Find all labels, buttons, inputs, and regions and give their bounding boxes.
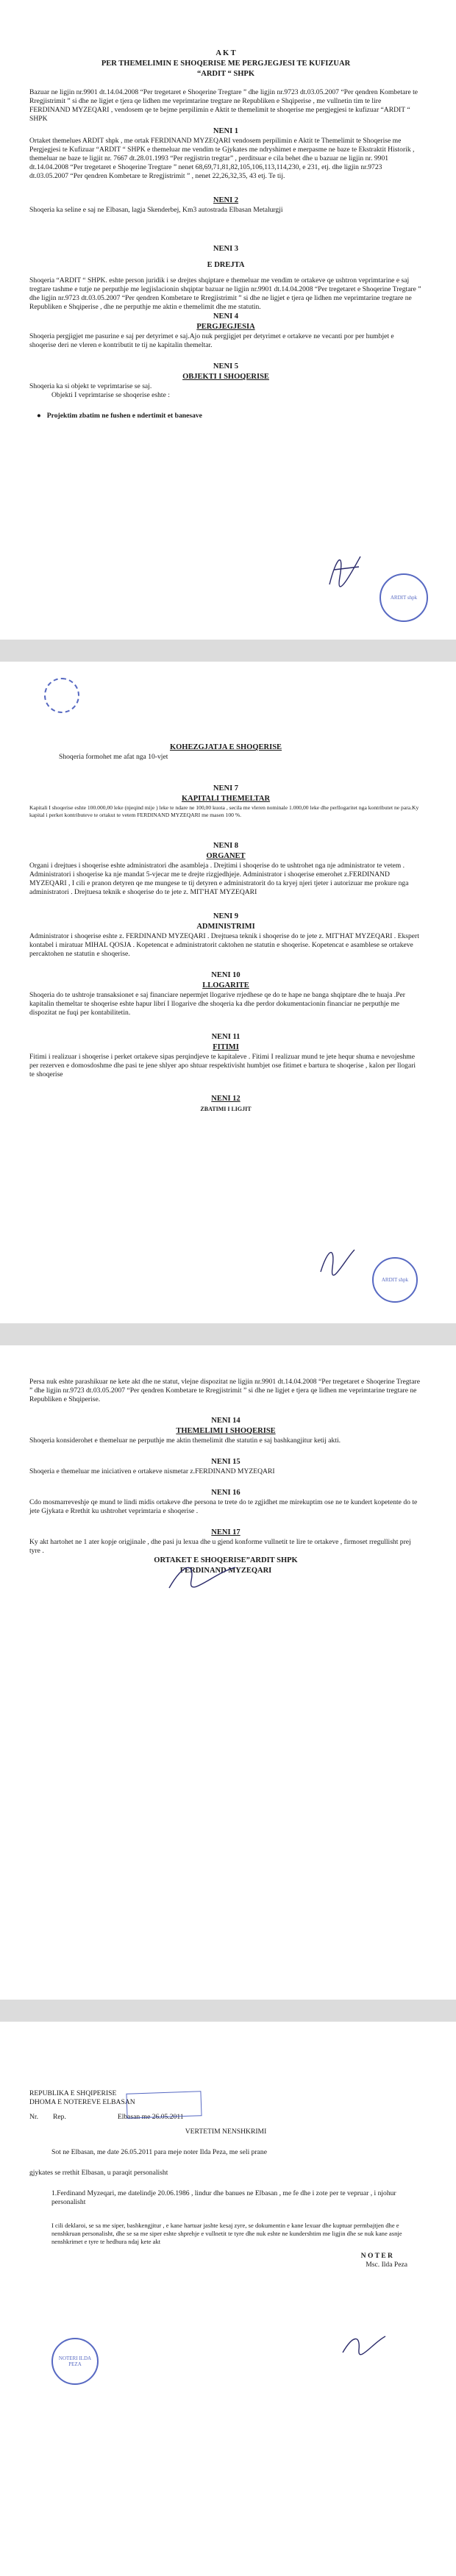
registry-numbers (29, 2113, 422, 2122)
article-16-text: Cdo mosmarreveshje qe mund te lindi midis ortakeve dhe persona te trete do te zgjidhet me mirekuptim ose ne te kundert kopetente do te jete Gjykata e Rrethit ku ushtrohet veprimtaria e shoqerise . (29, 1498, 418, 1515)
article-10-text: Shoqeria do te ushtroje transaksionet e saj financiare nepermjet llogarive rrjedhese qe do te hape ne banga shqiptare dhe te huaja .Per kapitalin themeltar te shoqerise eshte hapur librí I llogarive dhe shoqeria ka dhe perdor dokumentacionin financiar ne perputhje me dispozitat ne fuqi per kontabilitetin. (29, 991, 405, 1017)
document-date: Elbasan me 26.05.2011 (117, 2113, 184, 2121)
notary-intro-text: Sot ne Elbasan, me date 26.05.2011 para meje noter Ilda Peza, me seli prane (51, 2148, 267, 2156)
article-12-title: ZBATIMI I LIGJIT (200, 1106, 252, 1112)
article-12-heading: NENI 12 (211, 1095, 241, 1103)
article-17-text: Ky akt hartohet ne 1 ater kopje origjinale , dhe pasi ju lexua dhe u gjend konforme vullnetit te lire te ortakeve , firmoset rregullisht prej tyre . (29, 1538, 411, 1555)
company-stamp-text: ARDIT shpk (390, 595, 418, 601)
court-text: gjykates se rrethit Elbasan, u paraqit personalisht (29, 2169, 168, 2177)
partners-signature-label: ORTAKET E SHOQERISE”ARDIT SHPK (154, 1556, 298, 1564)
notary-office: DHOMA E NOTEREVE ELBASAN (29, 2098, 135, 2106)
act-subtitle: PER THEMELIMIN E SHOQERISE ME PERGJEGJESI TE KUFIZUAR (101, 60, 351, 68)
bullet-icon: ● (37, 412, 41, 420)
article-8-text: Organi i drejtues i shoqerise eshte administratori dhe asambleja . Drejtimi i shoqerise do te ushtrohet nga nje administrator te vetem . Administratori i shoqerise ka nje mandat 5-vjecar me te drejte rizgjedhjeje. Administrator i shoqerise emerohet z.FERDINAND MYZEQARI , I cili e pranon detyren qe me mungese te tij detyren e administratorit do ta kryej njeri tjeter i autorizuar me prokure nga administratori . Drejtuesa teknik e shoqerise do te jete z. MIT'HAT MYZEQARI (29, 862, 409, 896)
notary-name: Msc. Ilda Peza (366, 2261, 407, 2269)
notary-stamp-text: NOTERI ILDA PEZA (58, 2355, 92, 2367)
handwritten-signature (316, 1242, 360, 1279)
article-9-heading: NENI 9 (213, 912, 239, 920)
company-stamp (372, 1257, 418, 1303)
declaration-text: I cili deklaroi, se sa me siper, bashkengjitur , e kane hartuar jashte kesaj zyre, se dokumentin e kane lexuar dhe kuptuar permbajtjen dhe e nenshkruan personalisht, dhe se sa me siper eshte shprehje e vullnetit te tyre dhe nuk eshte ne kundershtim me ligjin dhe se nuk kane asnje nenshkrimet e tyre te hedhura ndaj kete akt (51, 2222, 402, 2245)
repertory-label: Rep. (53, 2113, 66, 2121)
article-3-text: Shoqeria “ARDIT “ SHPK. eshte person juridik i se drejtes shqiptare e themeluar me vendim te ortakeve qe ushtron veprimtarine e saj tregtare tashme e tutje ne perputhje me legjislacionin shqiptar bazuar ne ligjin nr.9901 dt.14.04.2008 “Per tregetaret e Shoqerine Tregtare ” dhe ligjin nr.9723 dt.03.05.2007 “Per qendren Kombetare te Rregjistrimit ” si dhe ne ligjet e tjera qe lidhen me veprimtarine tregtare ne Republiken e Shqiperise , dhe ne perputhje me aktin e themelimit dhe me statutin. (29, 276, 421, 311)
article-7-heading: NENI 7 (213, 784, 239, 793)
article-10-heading: NENI 10 (211, 971, 241, 979)
article-17-heading: NENI 17 (211, 1528, 241, 1536)
article-8-heading: NENI 8 (213, 842, 239, 850)
article-15-text: Shoqeria e themeluar me iniciativen e ortakeve nismetar z.FERDINAND MYZEQARI (29, 1467, 275, 1475)
article-1-heading: NENI 1 (213, 127, 239, 135)
article-7-title: KAPITALI THEMELTAR (181, 795, 271, 803)
republic-header: REPUBLIKA E SHQIPERISE (29, 2089, 117, 2097)
partial-stamp (44, 678, 79, 713)
article-10-title: LLOGARITE (202, 981, 249, 990)
company-name-title: “ARDIT “ SHPK (197, 70, 254, 78)
article-14-text: Shoqeria konsiderohet e themeluar ne perputhje me aktin themelimit dhe statutin e saj bashkangjitur ketij akti. (29, 1437, 341, 1445)
article-4-heading: NENI 4 (213, 312, 239, 321)
article-9-title: ADMINISTRIMI (196, 923, 255, 931)
article-14-title: THEMELIMI I SHOQERISE (176, 1427, 276, 1435)
page-separator (0, 1323, 456, 1345)
article-16-heading: NENI 16 (211, 1489, 241, 1497)
article-11-title: FITIMI (213, 1043, 239, 1051)
article-15-heading: NENI 15 (211, 1458, 241, 1466)
article-7-text: Kapitali I shoqerise eshte 100.000,00 leke (njeqind mije ) leke te ndare ne 100,00 kuota , secila me vleren nominale 1.000,00 leke dhe perllogaritet nga kontributet ne para.Ky kapital i perket kontributeve te ortakut te vetem FERDINAND MYZEQARI me masen 100 %. (29, 804, 419, 818)
partner-name: FERDINAND MYZEQARI (179, 1567, 272, 1575)
intro-paragraph: Bazuar ne ligjin nr.9901 dt.14.04.2008 “Per tregetaret e Shoqerine Tregtare ” dhe ligjin nr.9723 dt.03.05.2007 “Per qendren Kombetare te Rregjistrimit ” si dhe ne ligjet e tjera qe lidhen me veprimtarine tregtare ne Republiken e Shqiperise , me vullnetin tim te lire FERDINAND MYZEQARI , vendosem qe te bejme perpilimin e Aktit te themelimit te shoqerise me pergjegjesi te kufizuar “ARDIT “ SHPK (29, 88, 418, 123)
article-11-text: Fitimi i realizuar i shoqerise i perket ortakeve sipas perqindjeve te kapitaleve . Fitimi I realizuar mund te jete hequr shuma e nevojeshme per rezerven e domosdoshme dhe pasi te jene shlyer apo shtuar respektivisht humbjet ose fitimet e bartura te shoqerise , kalon per llogari te shoqerise (29, 1053, 416, 1078)
article-14-heading: NENI 14 (211, 1417, 241, 1425)
document-page-3 (0, 1345, 456, 2000)
company-stamp (380, 573, 428, 622)
act-title: A K T (215, 49, 236, 57)
article-11-heading: NENI 11 (211, 1033, 241, 1041)
registry-stamp (126, 2091, 202, 2119)
article-4-title: PERGJEGJESIA (196, 323, 255, 331)
article-5-text-1: Shoqeria ka si objekt te veprimtarise se saj. (29, 382, 152, 390)
article-2-heading: NENI 2 (213, 196, 239, 204)
article-5-text-2: Objekti I veprimtarise se shoqerise eshte : (51, 391, 170, 399)
applicable-law-text: Persa nuk eshte parashikuar ne kete akt dhe ne statut, vlejne dispozitat ne ligjin nr.9901 dt.14.04.2008 “Per tregetaret e Shoqerine Tregtare ” dhe ligjin nr.9723 dt.03.05.2007 “Per qendren Kombetare te Rregjistrimit ” si dhe ne ligjet e tjera qe lidhen me veprimtarine tregtare ne Republiken e Shqiperise. (29, 1378, 420, 1403)
notary-label: N O T E R (360, 2252, 393, 2260)
page-separator (0, 640, 456, 662)
article-1-text: Ortaket themelues ARDIT shpk , me ortak FERDINAND MYZEQARI vendosem perpilimin e Aktit te Themelimit te Shoqerise me Pergjegjesi te Kufizuar “ARDIT “ SHPK e themeluar me vendim te Gjykates me ndryshimet e merpasme ne baze te Ekstraktit Historik , themeluar ne baze te ligjit nr. 7667 dt.28.01.1993 “Per regjistrin tregtar” , perditsuar e cila behet dhe u bazuar ne ligjin nr. 9901 dt.14.04.2008 “Per tregetaret e Shoqerine Tregtare ” nenet 68,69,71,81,82,105,106,113,114,230, e 231, etj. dhe ligjin nr.9723 dt.03.05.2007 “Per qendren Kombetare te Rregjistrimit ” , nenet 22,26,32,35, 43 etj. Te tij. (29, 137, 415, 180)
duration-heading: KOHEZGJATJA E SHOQERISE (169, 743, 282, 751)
article-8-title: ORGANET (206, 852, 246, 860)
activity-list-item (29, 412, 422, 421)
article-3-heading: NENI 3 (213, 245, 239, 253)
document-page-2 (0, 662, 456, 1323)
activity-text: Projektim zbatim ne fushen e ndertimit et banesave (46, 412, 202, 420)
handwritten-signature (324, 548, 368, 592)
handwritten-signature (162, 1559, 243, 1595)
person-details-text: 1.Ferdinand Myzeqari, me datelindje 20.06.1986 , lindur dhe banues ne Elbasan , me fe dhe i zote per te vepruar , i njohur personalisht (51, 2189, 396, 2206)
article-9-text: Administrator i shoqerise eshte z. FERDINAND MYZEQARI . Drejtuesa teknik i shoqerise do te jete z. MIT'HAT MYZEQARI . Ekspert kontabel i miratuar MIHAL QOSJA . Kopetencat e administratorit caktohen ne statutin e shoqerise. Kopetencat e asamblese se ortakeve percaktohen ne statutin e shoqerise. (29, 932, 419, 958)
duration-text: Shoqeria formohet me afat nga 10-vjet (59, 753, 168, 761)
company-stamp-text: ARDIT shpk (381, 1277, 409, 1283)
article-5-title: OBJEKTI I SHOQERISE (182, 373, 269, 381)
page-separator (0, 2000, 456, 2022)
notary-stamp (51, 2338, 99, 2385)
handwritten-signature (338, 2330, 390, 2360)
article-5-heading: NENI 5 (213, 362, 239, 371)
verification-title: VERTETIM NENSHKRIMI (185, 2128, 267, 2136)
document-page-4 (0, 2022, 456, 2576)
document-page-1 (0, 0, 456, 640)
article-2-text: Shoqeria ka seline e saj ne Elbasan, lagja Skenderbej, Km3 autostrada Elbasan Metalurgji (29, 206, 283, 214)
registry-number-label: Nr. (29, 2113, 38, 2121)
article-4-text: Shoqeria pergjigjet me pasurine e saj per detyrimet e saj.Ajo nuk pergjigjet per detyrimet e ortakeve ne vecanti por per humbjet e shoqerise deri ne vleren e kontributit te tij ne kapitalin themeltar. (29, 332, 394, 349)
article-3-title: E DREJTA (207, 261, 245, 269)
